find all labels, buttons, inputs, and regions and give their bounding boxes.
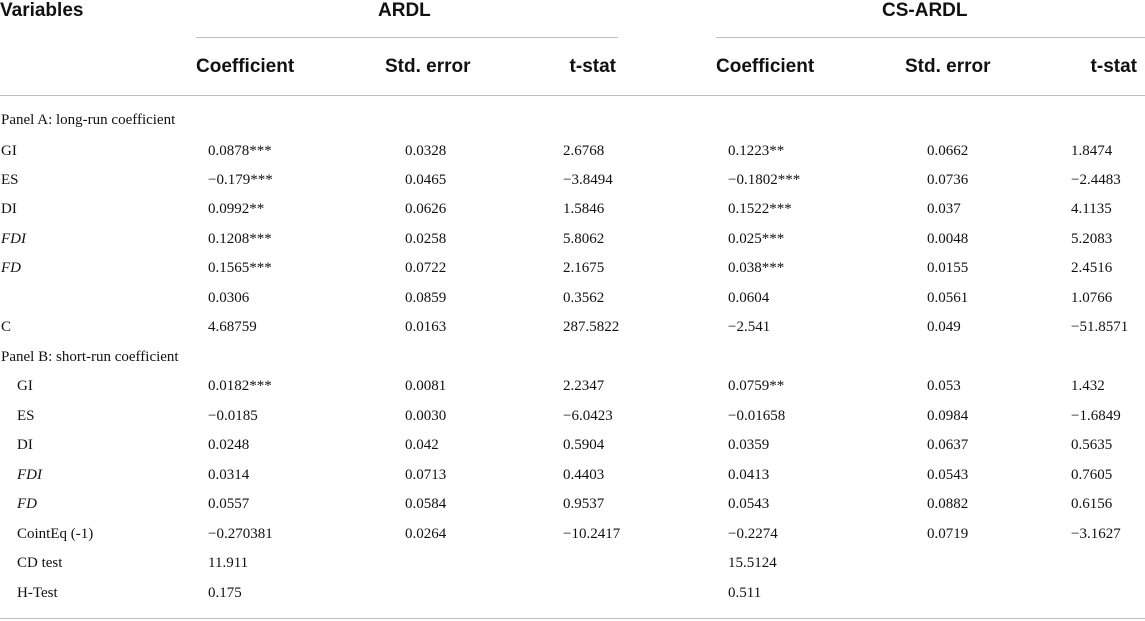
csardl-t-stat: −3.1627 (1071, 526, 1121, 542)
csardl-std-error: 0.0719 (927, 526, 969, 542)
csardl-coefficient: 0.025*** (728, 231, 785, 247)
csardl-group-rule (716, 37, 1145, 38)
panel-a-title: Panel A: long-run coefficient (1, 112, 176, 128)
ardl-std-error: 0.0328 (405, 143, 447, 159)
row-variable: DI (1, 201, 17, 217)
csardl-t-stat: 0.5635 (1071, 437, 1113, 453)
csardl-t-stat: 0.7605 (1071, 467, 1113, 483)
csardl-std-error: 0.053 (927, 378, 961, 394)
csardl-std-error: 0.0662 (927, 143, 969, 159)
header-csardl-t-stat: t-stat (1090, 56, 1137, 77)
ardl-coefficient: 0.0878*** (208, 143, 272, 159)
ardl-std-error: 0.0859 (405, 290, 447, 306)
csardl-std-error: 0.037 (927, 201, 961, 217)
csardl-coefficient: 0.0543 (728, 496, 770, 512)
panel-b-title: Panel B: short-run coefficient (1, 349, 179, 365)
csardl-coefficient: 15.5124 (728, 555, 777, 571)
ardl-t-stat: 0.3562 (563, 290, 605, 306)
csardl-coefficient: 0.038*** (728, 260, 785, 276)
csardl-t-stat: 1.432 (1071, 378, 1105, 394)
csardl-std-error: 0.0561 (927, 290, 969, 306)
csardl-std-error: 0.0736 (927, 172, 969, 188)
csardl-t-stat: 1.8474 (1071, 143, 1113, 159)
csardl-std-error: 0.0155 (927, 260, 969, 276)
row-variable: GI (1, 143, 17, 159)
ardl-coefficient: 0.0314 (208, 467, 250, 483)
row-variable: FDI (1, 231, 26, 247)
ardl-std-error: 0.0722 (405, 260, 447, 276)
header-ardl-std-error: Std. error (385, 56, 471, 77)
ardl-t-stat: 1.5846 (563, 201, 605, 217)
ardl-std-error: 0.042 (405, 437, 439, 453)
csardl-t-stat: −1.6849 (1071, 408, 1121, 424)
csardl-std-error: 0.0048 (927, 231, 969, 247)
row-variable: ES (17, 408, 35, 424)
header-ardl-t-stat: t-stat (569, 56, 616, 77)
csardl-std-error: 0.0984 (927, 408, 969, 424)
ardl-coefficient: 0.1565*** (208, 260, 272, 276)
ardl-std-error: 0.0713 (405, 467, 447, 483)
csardl-std-error: 0.0543 (927, 467, 969, 483)
row-variable: ES (1, 172, 19, 188)
csardl-coefficient: 0.0359 (728, 437, 770, 453)
ardl-t-stat: 2.6768 (563, 143, 605, 159)
csardl-std-error: 0.0882 (927, 496, 969, 512)
ardl-t-stat: 2.2347 (563, 378, 605, 394)
ardl-coefficient: −0.0185 (208, 408, 258, 424)
ardl-t-stat: −10.2417 (563, 526, 621, 542)
row-variable: GI (17, 378, 33, 394)
csardl-coefficient: 0.0759** (728, 378, 785, 394)
ardl-coefficient: 4.68759 (208, 319, 257, 335)
csardl-coefficient: −2.541 (728, 319, 771, 335)
header-csardl-coefficient: Coefficient (716, 56, 815, 77)
csardl-coefficient: −0.1802*** (728, 172, 801, 188)
csardl-coefficient: 0.1522*** (728, 201, 792, 217)
row-variable: FD (17, 496, 37, 512)
ardl-std-error: 0.0163 (405, 319, 447, 335)
ardl-std-error: 0.0258 (405, 231, 447, 247)
ardl-coefficient: 0.0306 (208, 290, 250, 306)
ardl-coefficient: 0.175 (208, 585, 242, 601)
ardl-coefficient: 0.0248 (208, 437, 250, 453)
csardl-std-error: 0.0637 (927, 437, 969, 453)
ardl-std-error: 0.0264 (405, 526, 447, 542)
csardl-coefficient: 0.0413 (728, 467, 770, 483)
header-group-csardl: CS-ARDL (882, 0, 968, 21)
table-bottom-rule (0, 618, 1145, 619)
csardl-t-stat: 0.6156 (1071, 496, 1113, 512)
ardl-t-stat: 0.4403 (563, 467, 605, 483)
ardl-t-stat: −6.0423 (563, 408, 613, 424)
csardl-coefficient: 0.511 (728, 585, 762, 601)
ardl-std-error: 0.0465 (405, 172, 447, 188)
csardl-coefficient: −0.01658 (728, 408, 786, 424)
ardl-coefficient: 0.0557 (208, 496, 250, 512)
ardl-t-stat: −3.8494 (563, 172, 613, 188)
header-csardl-std-error: Std. error (905, 56, 991, 77)
csardl-coefficient: −0.2274 (728, 526, 778, 542)
ardl-coefficient: −0.179*** (208, 172, 273, 188)
ardl-std-error: 0.0584 (405, 496, 447, 512)
ardl-std-error: 0.0030 (405, 408, 447, 424)
ardl-coefficient: 0.0992** (208, 201, 265, 217)
ardl-t-stat: 287.5822 (563, 319, 620, 335)
ardl-std-error: 0.0626 (405, 201, 447, 217)
ardl-coefficient: 0.1208*** (208, 231, 272, 247)
header-group-ardl: ARDL (378, 0, 431, 21)
csardl-std-error: 0.049 (927, 319, 961, 335)
csardl-t-stat: 2.4516 (1071, 260, 1113, 276)
row-variable: C (1, 319, 12, 335)
header-bottom-rule (0, 95, 1145, 96)
row-variable: CointEq (-1) (17, 526, 94, 542)
ardl-t-stat: 2.1675 (563, 260, 605, 276)
ardl-t-stat: 0.5904 (563, 437, 605, 453)
ardl-coefficient: 11.911 (208, 555, 249, 571)
ardl-std-error: 0.0081 (405, 378, 447, 394)
row-variable: DI (17, 437, 33, 453)
csardl-coefficient: 0.0604 (728, 290, 770, 306)
ardl-coefficient: 0.0182*** (208, 378, 272, 394)
row-variable: CD test (17, 555, 63, 571)
row-variable: H-Test (17, 585, 58, 601)
header-variables: Variables (0, 0, 84, 21)
csardl-t-stat: −2.4483 (1071, 172, 1121, 188)
ardl-group-rule (196, 37, 618, 38)
row-variable: FDI (17, 467, 42, 483)
ardl-t-stat: 0.9537 (563, 496, 605, 512)
csardl-coefficient: 0.1223** (728, 143, 785, 159)
ardl-t-stat: 5.8062 (563, 231, 605, 247)
row-variable: FD (1, 260, 21, 276)
csardl-t-stat: 5.2083 (1071, 231, 1113, 247)
header-ardl-coefficient: Coefficient (196, 56, 295, 77)
csardl-t-stat: −51.8571 (1071, 319, 1129, 335)
csardl-t-stat: 4.1135 (1071, 201, 1112, 217)
ardl-coefficient: −0.270381 (208, 526, 273, 542)
csardl-t-stat: 1.0766 (1071, 290, 1113, 306)
